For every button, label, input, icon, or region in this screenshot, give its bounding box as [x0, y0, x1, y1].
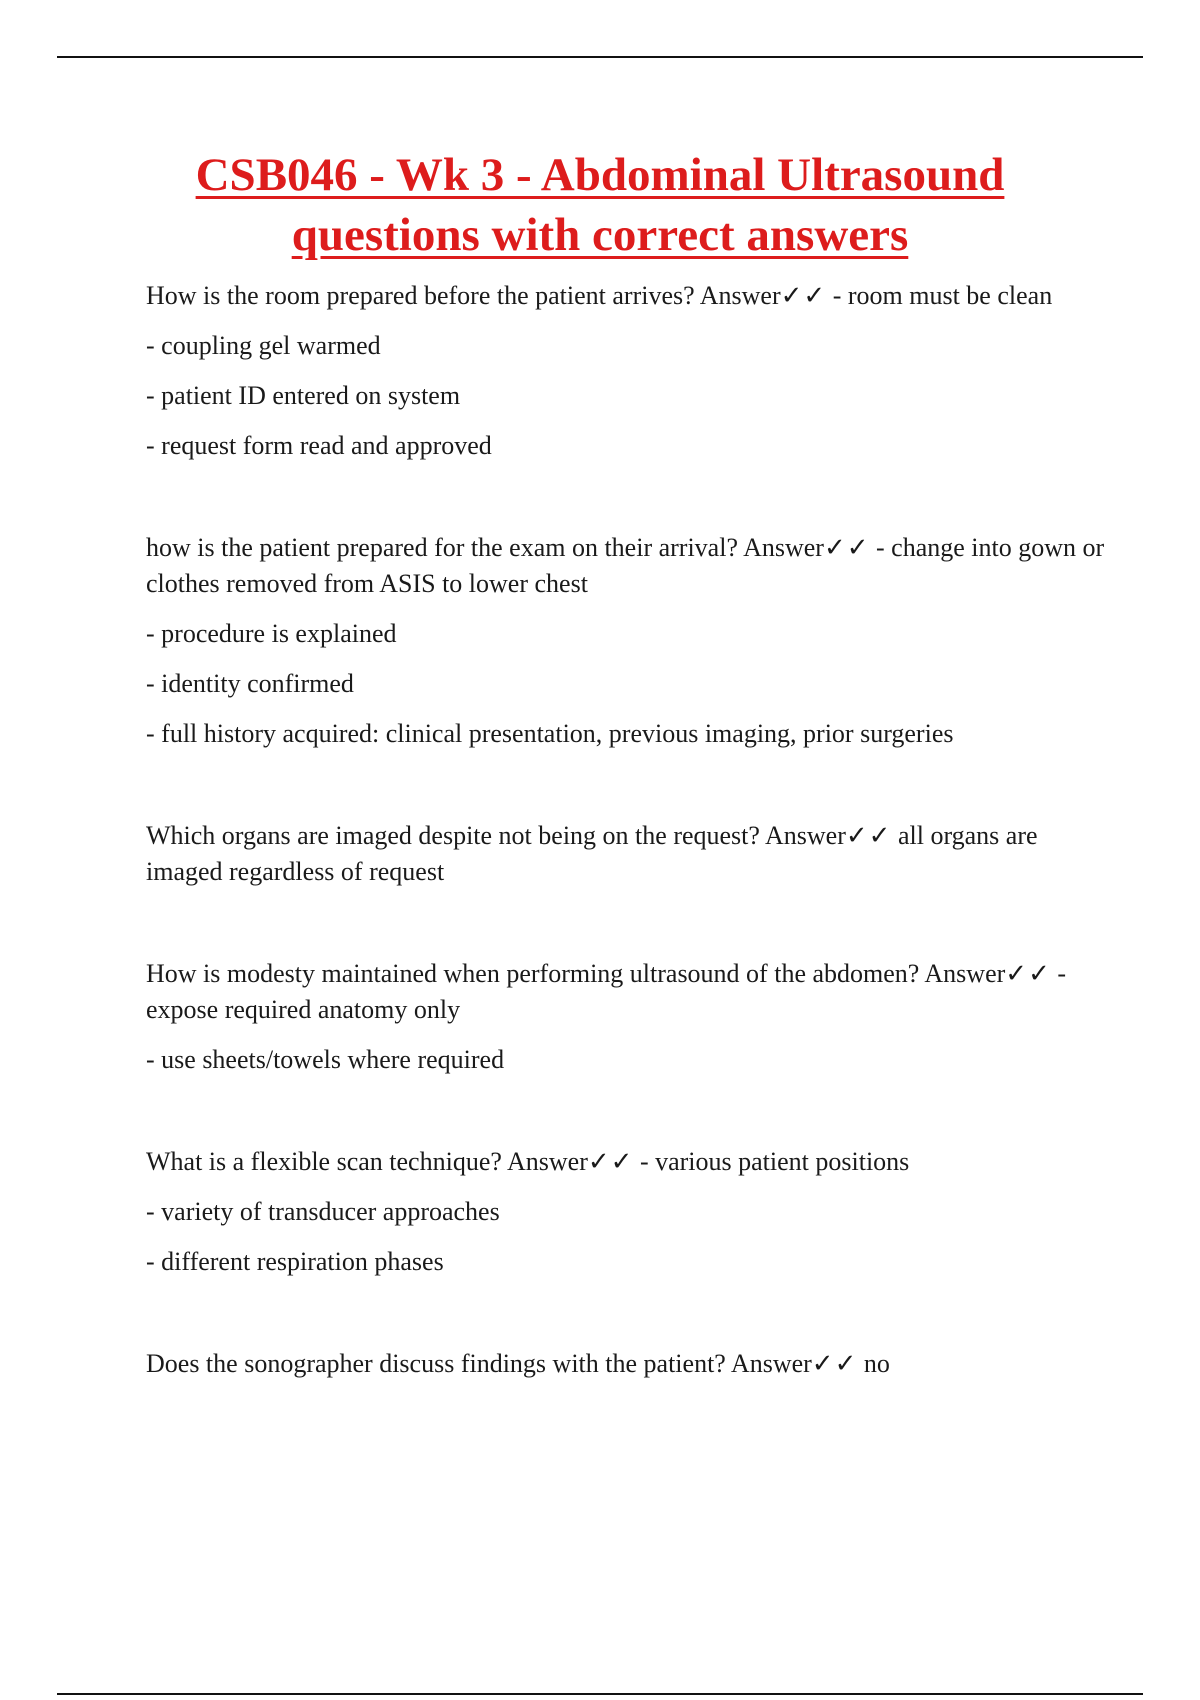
question-text: How is modesty maintained when performing ultrasound of the abdomen?: [146, 959, 920, 988]
answer-label: Answer: [699, 281, 781, 310]
answer-label: Answer: [924, 959, 1006, 988]
qa-item: [146, 278, 1106, 464]
qa-item: [146, 956, 1106, 1078]
answer-bullet: - procedure is explained: [146, 619, 397, 648]
check-mark-icon: ✓✓: [587, 1147, 634, 1176]
title-line-1: CSB046 - Wk 3 - Abdominal Ultrasound: [195, 149, 1005, 201]
answer-label: Answer: [730, 1349, 812, 1378]
check-mark-icon: ✓✓: [1005, 959, 1051, 988]
question-line: [146, 278, 1106, 314]
answer-bullet: - identity confirmed: [146, 669, 354, 698]
question-line: [146, 530, 1106, 602]
bottom-rule: [57, 1693, 1143, 1695]
answer-label: Answer: [765, 821, 846, 850]
answer-bullet: - full history acquired: clinical presentation, previous imaging, prior surgeries: [146, 719, 954, 748]
answer-bullet: - different respiration phases: [146, 1247, 444, 1276]
question-text: Which organs are imaged despite not being on the request?: [146, 821, 760, 850]
answer-bullet: - patient ID entered on system: [146, 381, 461, 410]
check-mark-icon: ✓✓: [811, 1349, 858, 1378]
question-line: [146, 1144, 1106, 1180]
answer-label: Answer: [743, 533, 824, 562]
answer-bullet: - variety of transducer approaches: [146, 1197, 500, 1226]
answer-text: - change into gown or clothes removed from ASIS to lower chest: [146, 533, 1105, 598]
qa-item: [146, 530, 1106, 752]
answer-text: no: [857, 1349, 890, 1378]
qa-item: [146, 818, 1106, 890]
top-rule: [57, 56, 1143, 58]
page-title: [100, 145, 1100, 265]
question-text: Does the sonographer discuss findings with the patient?: [146, 1349, 726, 1378]
answer-bullet: - request form read and approved: [146, 431, 492, 460]
answer-text: - expose required anatomy only: [146, 959, 1067, 1024]
question-line: [146, 1346, 1106, 1382]
question-line: [146, 818, 1106, 890]
qa-item: [146, 1144, 1106, 1280]
question-text: how is the patient prepared for the exam on their arrival?: [146, 533, 738, 562]
check-mark-icon: ✓✓: [845, 821, 892, 850]
answer-bullet: - use sheets/towels where required: [146, 1045, 505, 1074]
check-mark-icon: ✓✓: [780, 281, 827, 310]
question-text: How is the room prepared before the patient arrives?: [146, 281, 695, 310]
answer-text: - room must be clean: [826, 281, 1053, 310]
answer-text: all organs are imaged regardless of request: [146, 821, 1038, 886]
qa-list: [146, 278, 1106, 1382]
answer-bullet: - coupling gel warmed: [146, 331, 381, 360]
qa-item: [146, 1346, 1106, 1382]
question-text: What is a flexible scan technique?: [146, 1147, 502, 1176]
check-mark-icon: ✓✓: [823, 533, 870, 562]
answer-text: - various patient positions: [633, 1147, 910, 1176]
title-line-2: questions with correct answers: [291, 209, 909, 261]
answer-label: Answer: [506, 1147, 588, 1176]
question-line: [146, 956, 1106, 1028]
